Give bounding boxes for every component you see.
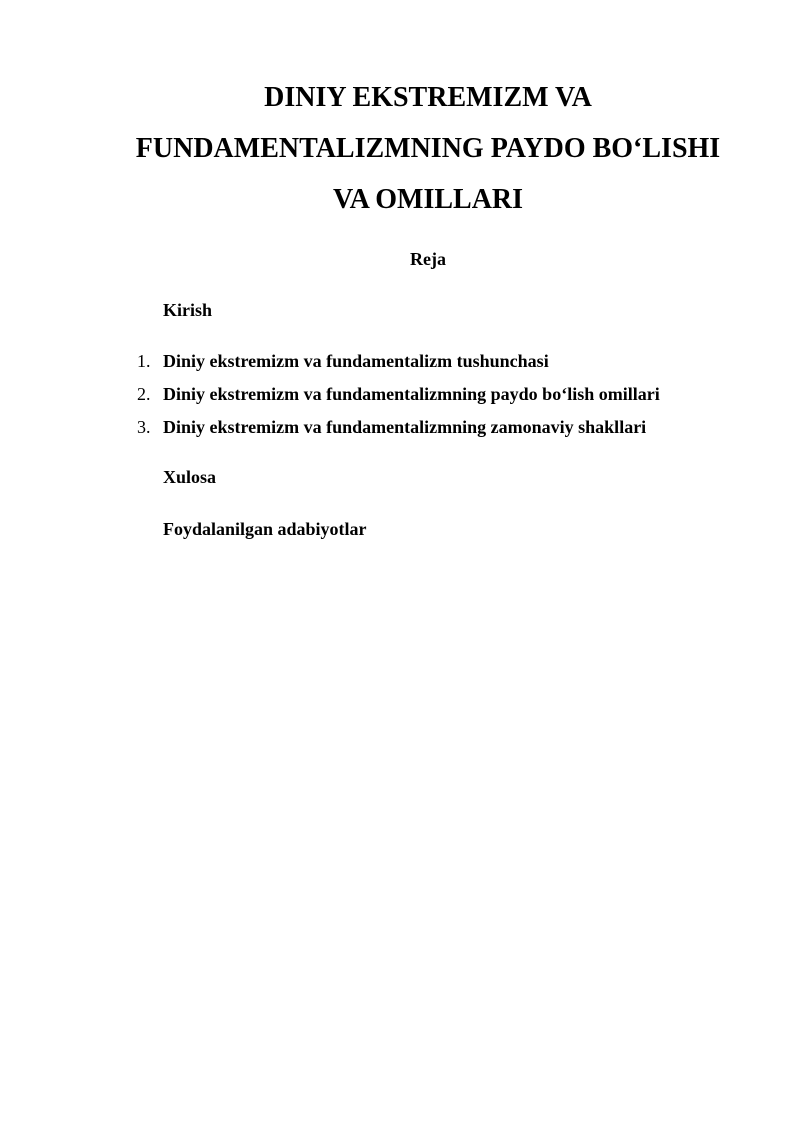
plan-item-number: 2. — [137, 384, 151, 404]
plan-item-text: Diniy ekstremizm va fundamentalizmning paydo bo‘lish omillari — [163, 384, 660, 404]
conclusion-entry: Xulosa — [163, 467, 217, 487]
references-entry: Foydalanilgan adabiyotlar — [163, 519, 367, 539]
title-line-3: VA OMILLARI — [332, 184, 524, 215]
plan-item-text: Diniy ekstremizm va fundamentalizm tushunchasi — [163, 351, 549, 371]
introduction-entry: Kirish — [163, 300, 213, 320]
title-line-1: DINIY EKSTREMIZM VA — [264, 82, 592, 113]
plan-item-number: 3. — [137, 417, 151, 437]
plan-item-number: 1. — [137, 351, 151, 371]
plan-heading: Reja — [410, 249, 446, 269]
document-title — [0, 72, 800, 225]
title-line-2: FUNDAMENTALIZMNING PAYDO BO‘LISHI — [135, 133, 721, 164]
plan-item-text: Diniy ekstremizm va fundamentalizmning zamonaviy shakllari — [163, 417, 647, 437]
